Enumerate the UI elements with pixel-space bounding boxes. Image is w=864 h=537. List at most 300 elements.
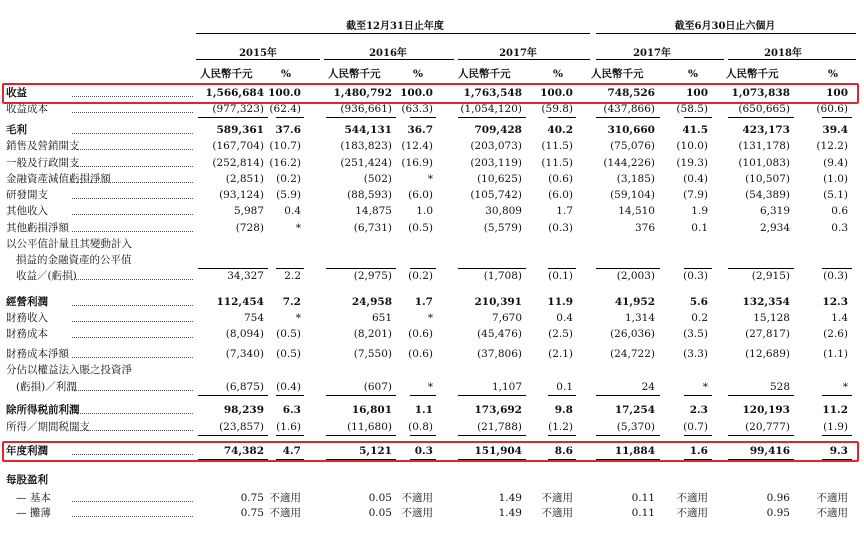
row-label: 金融資產減值虧損淨額 <box>6 173 111 185</box>
subtotal-rule <box>684 117 712 118</box>
percent-cell: (7.9) <box>683 189 708 201</box>
percent-cell: * <box>427 312 433 324</box>
amount-cell: 14,875 <box>355 205 392 217</box>
amount-cell: 1,566,684 <box>205 87 264 99</box>
amount-cell: 310,660 <box>607 124 655 136</box>
subtotal-rule <box>198 435 268 436</box>
row-label: 所得／期間税開支 <box>6 421 90 433</box>
amount-cell: (502) <box>363 173 392 185</box>
leader-dots <box>72 198 193 199</box>
amount-cell: 16,801 <box>351 404 392 416</box>
percent-cell: 1.0 <box>416 205 433 217</box>
percent-cell: 11.2 <box>822 404 848 416</box>
amount-cell: (6,731) <box>353 222 392 234</box>
amount-cell: (131,178) <box>738 140 790 152</box>
amount-cell: 7,670 <box>491 312 522 324</box>
amount-cell: 14,510 <box>618 205 655 217</box>
amount-cell: (203,073) <box>470 140 522 152</box>
year-header: 2016年 <box>369 48 407 59</box>
amount-cell: (7,550) <box>353 348 392 360</box>
amount-cell: 1,314 <box>624 312 655 324</box>
amount-cell: 748,526 <box>607 87 655 99</box>
subtotal-rule <box>728 268 794 269</box>
subtotal-rule <box>684 268 712 269</box>
percent-cell: * <box>842 381 848 393</box>
leader-dots <box>72 337 193 338</box>
percent-cell: (10.0) <box>676 140 708 152</box>
amount-cell: 528 <box>769 381 790 393</box>
amount-cell: (251,424) <box>340 157 392 169</box>
percent-cell: (0.2) <box>408 270 433 282</box>
row-label: — 攤薄 <box>16 507 51 519</box>
amount-cell: (1,708) <box>483 270 522 282</box>
subtotal-rule <box>548 268 576 269</box>
amount-cell: (93,124) <box>219 189 264 201</box>
subtotal-rule <box>728 117 794 118</box>
subtotal-rule <box>458 395 526 396</box>
amount-cell: (8,094) <box>225 328 264 340</box>
row-label: 以公平值計量且其變動計入 <box>6 238 132 250</box>
row-label: 毛利 <box>6 124 27 136</box>
percent-cell: (0.8) <box>408 421 433 433</box>
percent-cell: 不適用 <box>401 507 433 519</box>
subtotal-rule <box>198 395 268 396</box>
row-label: 收益 <box>6 87 27 99</box>
amount-cell: (10,625) <box>477 173 522 185</box>
percent-cell: (6.0) <box>408 189 433 201</box>
amount-cell: 544,131 <box>344 124 392 136</box>
leader-dots <box>72 413 193 414</box>
percent-cell: 39.4 <box>822 124 848 136</box>
subtotal-rule <box>326 268 396 269</box>
row-label: 年度利潤 <box>6 445 48 457</box>
subtotal-rule <box>198 268 268 269</box>
year-header: 2017年 <box>633 48 671 59</box>
percent-cell: (16.2) <box>269 157 301 169</box>
amount-cell: 1,763,548 <box>463 87 522 99</box>
amount-cell: (167,704) <box>212 140 264 152</box>
amount-cell: (37,806) <box>477 348 522 360</box>
percent-cell: (5.9) <box>276 189 301 201</box>
percent-cell: (1.2) <box>548 421 573 433</box>
percent-cell: (60.6) <box>816 103 848 115</box>
percent-cell: (2.6) <box>823 328 848 340</box>
amount-cell: 754 <box>243 312 264 324</box>
percent-cell: (12.4) <box>401 140 433 152</box>
subtotal-rule <box>326 435 396 436</box>
percent-cell: 不適用 <box>269 492 301 504</box>
leader-dots <box>72 182 193 183</box>
percent-cell: (2.5) <box>548 328 573 340</box>
amount-cell: 0.05 <box>368 492 392 504</box>
percent-cell: 不適用 <box>401 492 433 504</box>
percent-cell: (0.4) <box>276 381 301 393</box>
subtotal-rule <box>548 117 576 118</box>
amount-cell: 41,952 <box>614 296 655 308</box>
percent-header: % <box>688 68 698 80</box>
amount-cell: (12,689) <box>745 348 790 360</box>
amount-cell: (252,814) <box>212 157 264 169</box>
amount-cell: 15,128 <box>753 312 790 324</box>
subtotal-rule <box>326 395 396 396</box>
period-rule <box>596 33 856 34</box>
percent-cell: 100.0 <box>540 87 573 99</box>
percent-cell: 1.7 <box>414 296 433 308</box>
percent-cell: (3.5) <box>683 328 708 340</box>
leader-dots <box>72 516 193 517</box>
period-rule <box>196 33 590 34</box>
amount-cell: (75,076) <box>610 140 655 152</box>
percent-header: % <box>828 68 838 80</box>
percent-cell: 12.3 <box>822 296 848 308</box>
percent-cell: 不適用 <box>541 492 573 504</box>
percent-cell: 不適用 <box>676 507 708 519</box>
subtotal-rule <box>596 268 660 269</box>
subtotal-rule <box>548 395 576 396</box>
amount-cell: (8,201) <box>353 328 392 340</box>
amount-cell: (54,389) <box>745 189 790 201</box>
row-label: 損益的金融資產的公平值 <box>16 254 132 266</box>
year-rule <box>196 59 320 60</box>
percent-cell: 2.3 <box>689 404 708 416</box>
percent-cell: 4.7 <box>282 445 301 457</box>
subtotal-rule <box>728 435 794 436</box>
percent-cell: 1.7 <box>556 205 573 217</box>
amount-cell: 74,382 <box>223 445 264 457</box>
year-header: 2017年 <box>499 48 537 59</box>
amount-cell: 34,327 <box>227 270 264 282</box>
amount-cell: 1,073,838 <box>731 87 790 99</box>
amount-cell: 24 <box>641 381 655 393</box>
percent-cell: 0.2 <box>691 312 708 324</box>
percent-cell: 0.3 <box>831 222 848 234</box>
percent-cell: * <box>702 381 708 393</box>
amount-cell: (6,875) <box>225 381 264 393</box>
amount-cell: 98,239 <box>223 404 264 416</box>
percent-cell: (19.3) <box>676 157 708 169</box>
amount-cell: (1,054,120) <box>460 103 522 115</box>
amount-cell: (728) <box>235 222 264 234</box>
currency-header: 人民幣千元 <box>458 68 511 80</box>
percent-cell: (1.6) <box>276 421 301 433</box>
leader-dots <box>72 305 193 306</box>
amount-cell: 0.11 <box>631 492 655 504</box>
amount-cell: 6,319 <box>759 205 790 217</box>
amount-cell: 0.05 <box>368 507 392 519</box>
row-label: 其他虧損淨額 <box>6 222 69 234</box>
amount-cell: (2,851) <box>225 173 264 185</box>
percent-cell: (1.9) <box>823 421 848 433</box>
percent-cell: (62.4) <box>269 103 301 115</box>
subtotal-rule <box>198 117 268 118</box>
subtotal-rule <box>410 395 436 396</box>
row-label: 除所得税前利潤 <box>6 404 80 416</box>
amount-cell: (2,975) <box>353 270 392 282</box>
amount-cell: 376 <box>634 222 655 234</box>
percent-cell: 6.3 <box>282 404 301 416</box>
percent-cell: 100.0 <box>268 87 301 99</box>
percent-cell: 不適用 <box>816 507 848 519</box>
leader-dots <box>72 166 193 167</box>
leader-dots <box>72 149 193 150</box>
amount-cell: 132,354 <box>742 296 790 308</box>
row-label: 收益成本 <box>6 103 48 115</box>
percent-cell: (10.7) <box>269 140 301 152</box>
percent-cell: (16.9) <box>401 157 433 169</box>
percent-cell: (0.6) <box>548 173 573 185</box>
percent-cell: (6.0) <box>548 189 573 201</box>
subtotal-rule <box>410 268 436 269</box>
percent-cell: (0.3) <box>683 270 708 282</box>
amount-cell: (2,003) <box>616 270 655 282</box>
subtotal-rule <box>596 435 660 436</box>
percent-cell: (58.5) <box>676 103 708 115</box>
amount-cell: (5,579) <box>483 222 522 234</box>
percent-cell: 0.4 <box>556 312 573 324</box>
subtotal-rule <box>548 435 576 436</box>
percent-header: % <box>553 68 563 80</box>
row-label: 每股盈利 <box>6 474 48 486</box>
year-header: 2018年 <box>764 48 802 59</box>
percent-cell: (0.7) <box>683 421 708 433</box>
subtotal-rule <box>410 117 436 118</box>
amount-cell: 112,454 <box>216 296 264 308</box>
amount-cell: 5,121 <box>359 445 392 457</box>
percent-cell: (12.2) <box>816 140 848 152</box>
row-label: 財務收入 <box>6 312 48 324</box>
amount-cell: 11,884 <box>614 445 655 457</box>
subtotal-rule <box>684 395 712 396</box>
percent-cell: 不適用 <box>816 492 848 504</box>
currency-header: 人民幣千元 <box>726 68 779 80</box>
subtotal-rule <box>822 117 852 118</box>
amount-cell: 709,428 <box>474 124 522 136</box>
amount-cell: 1,480,792 <box>333 87 392 99</box>
highlight-box <box>2 83 859 104</box>
percent-cell: 0.1 <box>556 381 573 393</box>
percent-cell: (0.3) <box>548 222 573 234</box>
percent-cell: (0.6) <box>408 328 433 340</box>
percent-cell: 1.9 <box>691 205 708 217</box>
amount-cell: (11,680) <box>347 421 392 433</box>
amount-cell: (437,866) <box>603 103 655 115</box>
amount-cell: (20,777) <box>745 421 790 433</box>
percent-cell: (0.5) <box>276 348 301 360</box>
amount-cell: 17,254 <box>614 404 655 416</box>
leader-dots <box>72 390 193 391</box>
percent-cell: 0.1 <box>691 222 708 234</box>
amount-cell: 0.96 <box>766 492 790 504</box>
leader-dots <box>72 112 193 113</box>
subtotal-rule <box>276 435 304 436</box>
leader-dots <box>72 231 193 232</box>
amount-cell: 1.49 <box>498 507 522 519</box>
row-label: 分佔以權益法入賬之投資淨 <box>6 364 132 376</box>
percent-cell: (59.8) <box>541 103 573 115</box>
percent-cell: 不適用 <box>269 507 301 519</box>
percent-cell: 100.0 <box>400 87 433 99</box>
row-label: 研發開支 <box>6 189 48 201</box>
amount-cell: (59,104) <box>610 189 655 201</box>
row-label: — 基本 <box>16 492 51 504</box>
amount-cell: 151,904 <box>474 445 522 457</box>
amount-cell: 589,361 <box>216 124 264 136</box>
amount-cell: 120,193 <box>742 404 790 416</box>
percent-cell: 36.7 <box>407 124 433 136</box>
amount-cell: (21,788) <box>477 421 522 433</box>
amount-cell: (24,722) <box>610 348 655 360</box>
percent-cell: (1.1) <box>823 348 848 360</box>
amount-cell: 0.75 <box>240 492 264 504</box>
percent-cell: (63.3) <box>401 103 433 115</box>
percent-cell: 0.3 <box>414 445 433 457</box>
amount-cell: 0.11 <box>631 507 655 519</box>
amount-cell: (27,817) <box>745 328 790 340</box>
amount-cell: (936,661) <box>340 103 392 115</box>
annual-period-header: 截至12月31日止年度 <box>346 21 444 32</box>
amount-cell: 24,958 <box>351 296 392 308</box>
amount-cell: (45,476) <box>477 328 522 340</box>
percent-cell: (0.5) <box>408 222 433 234</box>
row-label: 財務成本 <box>6 328 48 340</box>
subtotal-rule <box>458 117 526 118</box>
amount-cell: (101,083) <box>738 157 790 169</box>
amount-cell: 651 <box>371 312 392 324</box>
subtotal-rule <box>458 268 526 269</box>
amount-cell: 173,692 <box>474 404 522 416</box>
subtotal-rule <box>728 395 794 396</box>
amount-cell: (203,119) <box>470 157 522 169</box>
amount-cell: (977,323) <box>212 103 264 115</box>
percent-cell: * <box>427 381 433 393</box>
percent-cell: (5.1) <box>823 189 848 201</box>
subtotal-rule <box>326 117 396 118</box>
subtotal-rule <box>684 435 712 436</box>
percent-cell: 100 <box>686 87 708 99</box>
percent-cell: 100 <box>826 87 848 99</box>
percent-cell: (1.0) <box>823 173 848 185</box>
amount-cell: (105,742) <box>470 189 522 201</box>
percent-cell: (11.5) <box>541 140 573 152</box>
leader-dots <box>72 321 193 322</box>
percent-cell: 不適用 <box>676 492 708 504</box>
amount-cell: (3,185) <box>616 173 655 185</box>
percent-cell: 0.4 <box>284 205 301 217</box>
amount-cell: 0.75 <box>240 507 264 519</box>
amount-cell: 30,809 <box>485 205 522 217</box>
subtotal-rule <box>822 395 852 396</box>
percent-cell: 0.6 <box>831 205 848 217</box>
amount-cell: (5,370) <box>616 421 655 433</box>
leader-dots <box>72 214 193 215</box>
percent-header: % <box>281 68 291 80</box>
currency-header: 人民幣千元 <box>328 68 381 80</box>
percent-cell: (9.4) <box>823 157 848 169</box>
currency-header: 人民幣千元 <box>591 68 644 80</box>
amount-cell: (10,507) <box>745 173 790 185</box>
row-label: 收益／(虧損) <box>16 270 77 282</box>
amount-cell: 99,416 <box>749 445 790 457</box>
amount-cell: (23,857) <box>219 421 264 433</box>
percent-header: % <box>413 68 423 80</box>
amount-cell: 5,987 <box>233 205 264 217</box>
percent-cell: 1.1 <box>414 404 433 416</box>
percent-cell: 9.8 <box>554 404 573 416</box>
percent-cell: 37.6 <box>275 124 301 136</box>
interim-period-header: 截至6月30日止六個月 <box>674 21 776 32</box>
leader-dots <box>72 133 193 134</box>
percent-cell: (0.6) <box>408 348 433 360</box>
amount-cell: (607) <box>363 381 392 393</box>
subtotal-rule <box>410 435 436 436</box>
percent-cell: (0.5) <box>276 328 301 340</box>
percent-cell: (2.1) <box>548 348 573 360</box>
subtotal-rule <box>276 268 304 269</box>
row-label: 經營利潤 <box>6 296 48 308</box>
percent-cell: 5.6 <box>689 296 708 308</box>
subtotal-rule <box>822 435 852 436</box>
percent-cell: (0.3) <box>823 270 848 282</box>
percent-cell: 2.2 <box>284 270 301 282</box>
percent-cell: 不適用 <box>541 507 573 519</box>
row-label: 其他收入 <box>6 205 48 217</box>
year-header: 2015年 <box>239 48 277 59</box>
amount-cell: (26,036) <box>610 328 655 340</box>
percent-cell: 40.2 <box>547 124 573 136</box>
subtotal-rule <box>596 117 660 118</box>
leader-dots <box>72 430 193 431</box>
percent-cell: 8.6 <box>554 445 573 457</box>
row-label: 銷售及營銷開支 <box>6 140 80 152</box>
currency-header: 人民幣千元 <box>200 68 253 80</box>
year-rule <box>324 59 454 60</box>
percent-cell: (0.4) <box>683 173 708 185</box>
amount-cell: (7,340) <box>225 348 264 360</box>
amount-cell: 2,934 <box>759 222 790 234</box>
percent-cell: * <box>427 173 433 185</box>
row-label: 一般及行政開支 <box>6 157 80 169</box>
subtotal-rule <box>822 268 852 269</box>
percent-cell: (0.1) <box>548 270 573 282</box>
year-rule <box>728 59 856 60</box>
subtotal-rule <box>458 435 526 436</box>
amount-cell: 0.95 <box>766 507 790 519</box>
row-label: 財務成本淨額 <box>6 348 69 360</box>
subtotal-rule <box>276 395 304 396</box>
row-label: (虧損)／利潤 <box>16 381 77 393</box>
percent-cell: (3.3) <box>683 348 708 360</box>
highlight-box <box>2 441 859 462</box>
percent-cell: * <box>295 222 301 234</box>
percent-cell: (11.5) <box>541 157 573 169</box>
year-rule <box>596 59 724 60</box>
percent-cell: (0.2) <box>276 173 301 185</box>
amount-cell: (650,665) <box>738 103 790 115</box>
percent-cell: * <box>295 312 301 324</box>
leader-dots <box>72 501 193 502</box>
subtotal-rule <box>596 395 660 396</box>
leader-dots <box>72 357 193 358</box>
year-rule <box>458 59 590 60</box>
percent-cell: 9.3 <box>829 445 848 457</box>
amount-cell: (2,915) <box>751 270 790 282</box>
percent-cell: 1.6 <box>689 445 708 457</box>
amount-cell: 210,391 <box>474 296 522 308</box>
amount-cell: (144,226) <box>603 157 655 169</box>
percent-cell: 11.9 <box>547 296 573 308</box>
amount-cell: (88,593) <box>347 189 392 201</box>
subtotal-rule <box>276 117 304 118</box>
